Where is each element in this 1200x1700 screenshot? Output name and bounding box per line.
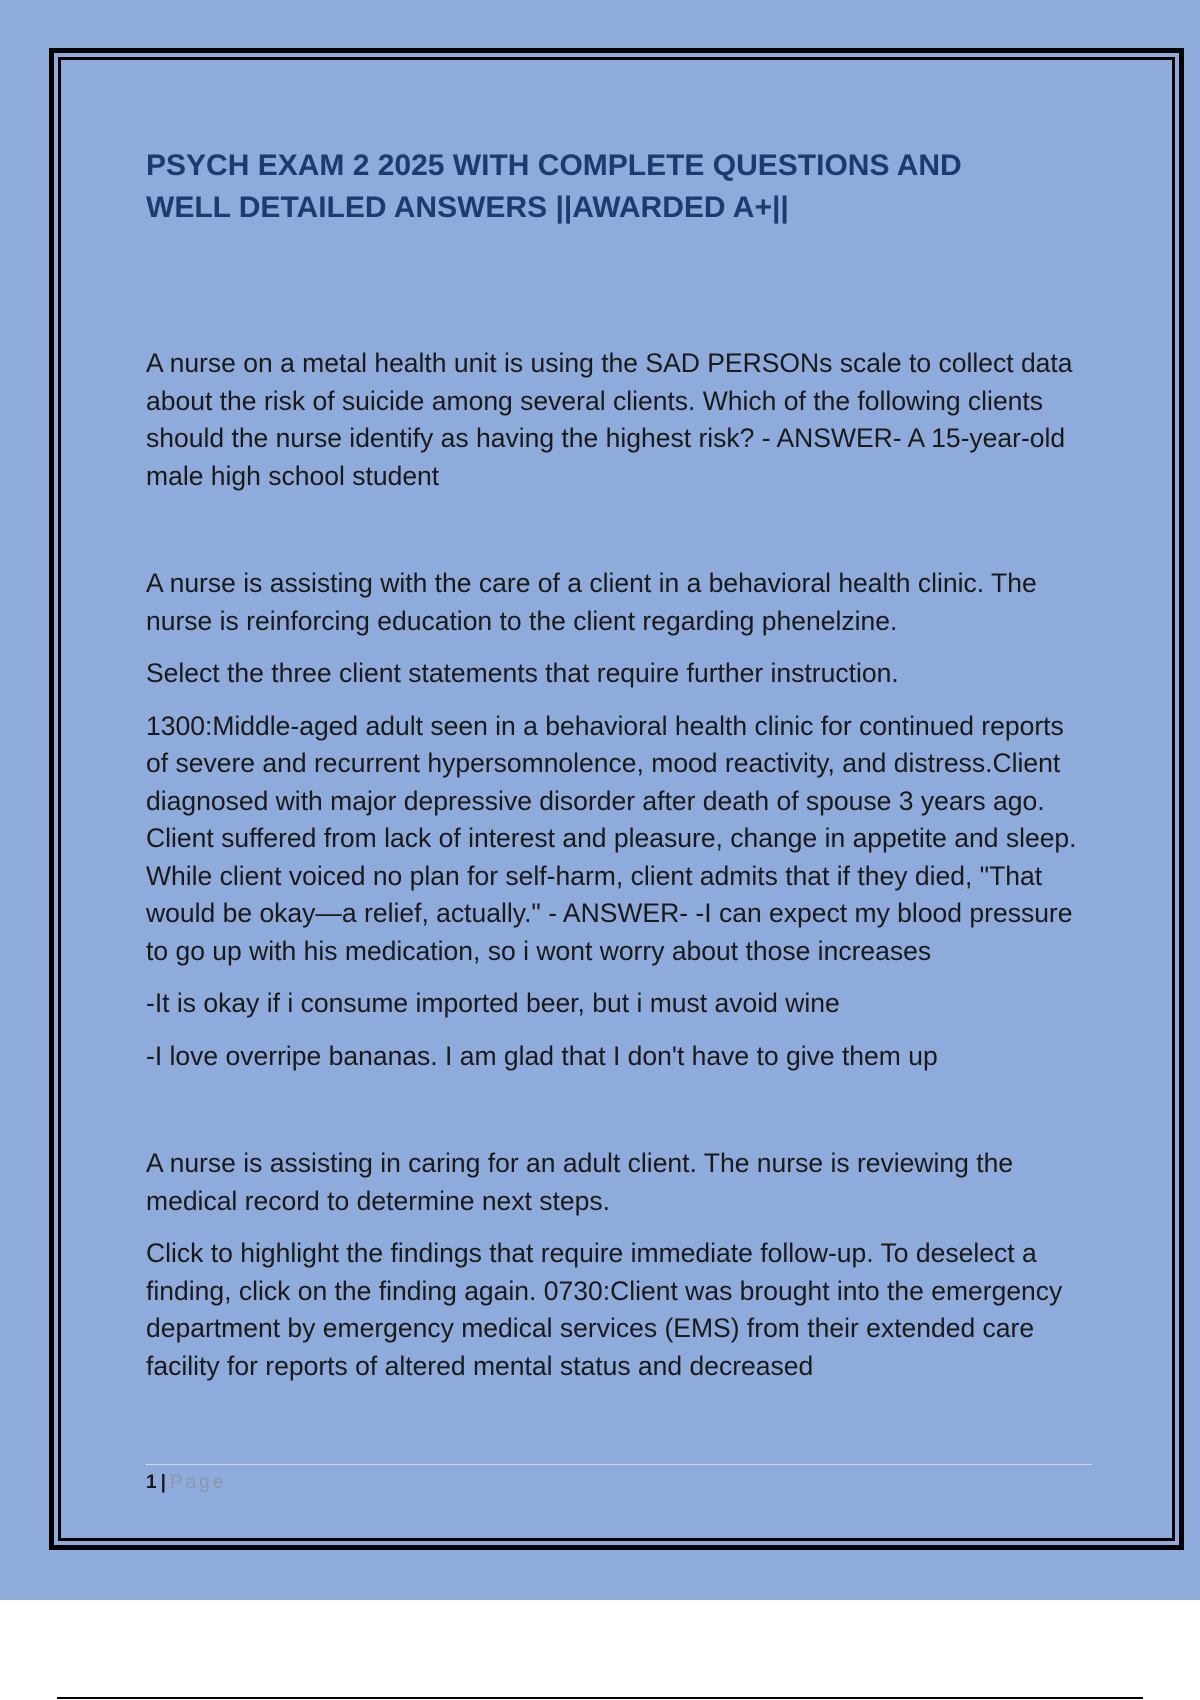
footer-divider — [146, 1464, 1092, 1465]
question-2-answer-2: -It is okay if i consume imported beer, but i must avoid wine — [146, 988, 840, 1018]
question-1: A nurse on a metal health unit is using the SAD PERSONs scale to collect data about the risk of suicide among several clients. Which of the following clients should the nurse identify as having the highest risk? - ANSWER- A 15-year-old male high school student — [146, 348, 1073, 491]
question-2-instruction: Select the three client statements that require further instruction. — [146, 658, 899, 688]
next-page-border — [57, 1697, 1143, 1699]
page-footer — [146, 1470, 226, 1496]
question-3-intro: A nurse is assisting in caring for an adult client. The nurse is reviewing the medical record to determine next steps. — [146, 1148, 1014, 1216]
question-2-case-and-answer: 1300:Middle-aged adult seen in a behavioral health clinic for continued reports of severe and recurrent hypersomnolence, mood reactivity, and distress.Client diagnosed with major depressive disorder after death of spouse 3 years ago. Client suffered from lack of interest and pleasure, change in appetite and sleep. While client voiced no plan for self-harm, client admits that if they died, "That would be okay—a relief, actually." - ANSWER- -I can expect my blood pressure to go up with his medication, so i wont worry about those increases — [146, 710, 1077, 966]
document-title — [146, 145, 1086, 229]
page-label: Page — [169, 1472, 227, 1493]
page-separator: | — [160, 1472, 166, 1493]
question-3-instruction: Click to highlight the findings that require immediate follow-up. To deselect a finding, click on the finding again. 0730:Client was brought into the emergency department by emergency medical services (EMS) from their extended care facility for reports of altered mental status and decreased — [146, 1238, 1063, 1381]
document-body — [146, 145, 1086, 1385]
title-line-2: WELL DETAILED ANSWERS ||AWARDED A+|| — [146, 191, 789, 224]
title-line-1: PSYCH EXAM 2 2025 WITH COMPLETE QUESTIONS AND — [146, 149, 962, 182]
question-2-answer-3: -I love overripe bananas. I am glad that I don't have to give them up — [146, 1040, 938, 1071]
page-number: 1 — [146, 1472, 157, 1493]
question-2-intro: A nurse is assisting with the care of a client in a behavioral health clinic. The nurse is reinforcing education to the client regarding phenelzine. — [146, 568, 1037, 636]
